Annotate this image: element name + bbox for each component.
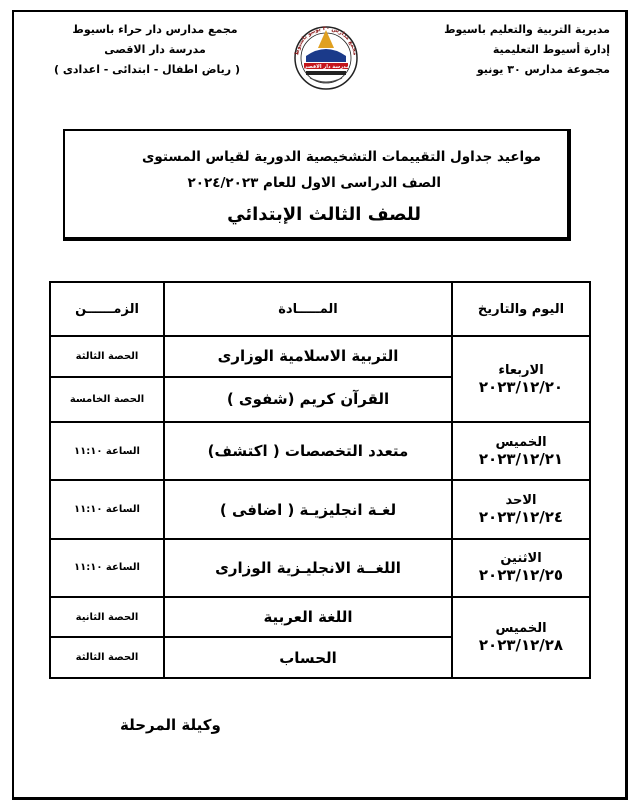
day-cell bbox=[452, 480, 590, 538]
subject-cell: التربية الاسلامية الوزارى bbox=[164, 336, 452, 377]
day-date: ٢٠٢٣/١٢/٢٨ bbox=[478, 635, 564, 654]
school-name: مدرسة دار الاقصى bbox=[104, 43, 206, 56]
table-row bbox=[50, 597, 590, 638]
subject-cell: اللغــة الانجليـزية الوزارى bbox=[164, 539, 452, 597]
school-complex-name: مجمع مدارس دار حراء باسيوط bbox=[72, 23, 238, 36]
header-subject: المـــــادة bbox=[164, 282, 452, 336]
day-name: الخميس bbox=[495, 620, 547, 636]
time-cell: الحصة الثانية bbox=[50, 597, 164, 638]
table-header-row bbox=[50, 282, 590, 336]
day-date: ٢٠٢٣/١٢/٢١ bbox=[478, 449, 564, 468]
table-row bbox=[50, 336, 590, 377]
day-cell bbox=[452, 597, 590, 678]
day-cell bbox=[452, 336, 590, 422]
directorate-name: مديرية التربية والتعليم باسيوط bbox=[444, 23, 610, 36]
time-cell: الحصة الثالثة bbox=[50, 637, 164, 678]
school-emblem-icon bbox=[288, 16, 364, 92]
school-stages: ( رياض اطفال - ابتدائى - اعدادى ) bbox=[53, 63, 240, 76]
subject-cell: اللغة العربية bbox=[164, 597, 452, 638]
subject-cell: القرآن كريم (شفوى ) bbox=[164, 377, 452, 423]
schools-group-name: مجموعة مدارس ٣٠ يونيو bbox=[476, 63, 610, 76]
header-time: الزمــــــن bbox=[50, 282, 164, 336]
day-date: ٢٠٢٣/١٢/٢٤ bbox=[478, 508, 564, 527]
time-cell: الحصة الثالثة bbox=[50, 336, 164, 377]
time-cell: الحصة الخامسة bbox=[50, 377, 164, 423]
title-term: الصف الدراسى الاول للعام ٢٠٢٤/٢٠٢٣ bbox=[187, 175, 441, 191]
title-grade: للصف الثالث الإبتدائي bbox=[227, 204, 421, 225]
day-date: ٢٠٢٣/١٢/٢٥ bbox=[478, 566, 564, 585]
table-row bbox=[50, 480, 590, 538]
subject-cell: لغـة انجليزيـة ( اضافى ) bbox=[164, 480, 452, 538]
subject-cell: متعدد التخصصات ( اكتشف) bbox=[164, 422, 452, 480]
day-cell bbox=[452, 422, 590, 480]
header-school bbox=[53, 20, 240, 80]
administration-name: إدارة أسيوط التعليمية bbox=[492, 43, 610, 56]
time-cell: الساعة ١١:١٠ bbox=[50, 422, 164, 480]
day-name: الاثنين bbox=[500, 551, 542, 567]
title-box bbox=[63, 129, 571, 241]
day-cell bbox=[452, 539, 590, 597]
table-row bbox=[50, 539, 590, 597]
logo-arc-text: مجمع مدارس ٣٠ يونيو باسيوط bbox=[294, 25, 358, 56]
header-directorate bbox=[444, 20, 610, 80]
logo-center-text: مدرسة دار الاقصى bbox=[302, 64, 350, 70]
subject-cell: الحساب bbox=[164, 637, 452, 678]
day-name: الخميس bbox=[495, 434, 547, 450]
day-name: الاربعاء bbox=[498, 362, 544, 378]
signature-label: وكيلة المرحلة bbox=[120, 716, 221, 734]
schedule-table bbox=[49, 281, 591, 679]
day-name: الاحد bbox=[505, 493, 537, 509]
title-main: مواعيد جداول التقييمات التشخيصية الدورية لقياس المستوى bbox=[142, 149, 541, 165]
time-cell: الساعة ١١:١٠ bbox=[50, 480, 164, 538]
header-day-date: اليوم والتاريخ bbox=[452, 282, 590, 336]
time-cell: الساعة ١١:١٠ bbox=[50, 539, 164, 597]
day-date: ٢٠٢٣/١٢/٢٠ bbox=[478, 377, 564, 396]
table-row bbox=[50, 422, 590, 480]
